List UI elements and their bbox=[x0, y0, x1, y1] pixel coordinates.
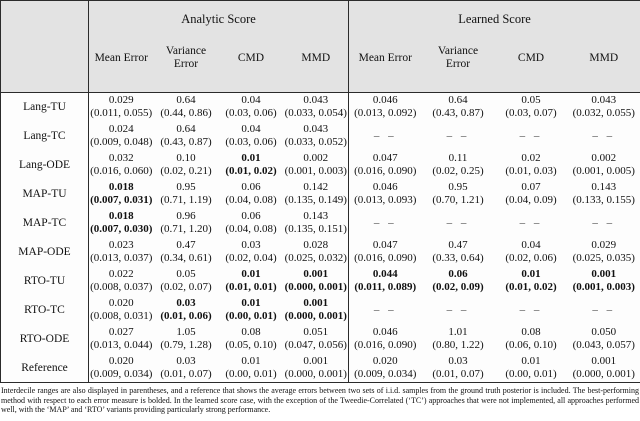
cell-value: 0.043 bbox=[591, 94, 617, 107]
cell-interval: (0.71, 1.19) bbox=[160, 194, 212, 206]
row-label: Lang-TU bbox=[1, 93, 89, 122]
table-body bbox=[1, 93, 640, 383]
cell-value: 0.018 bbox=[108, 210, 134, 222]
value-cell bbox=[154, 325, 219, 354]
table-caption: Interdecile ranges are also displayed in parentheses, and a reference that shows the average errors between two sets of i.i.d. samples from the ground truth posterior is included. The best-performing method with respect to each error measure is bolded. In the learned score case, with the exception of the Tweedie-Correlated (‘TC’) approaches that were not implemented, all approaches performed well, with the ‘MAP’ and ‘RTO’ variants providing particularly strong performance. bbox=[1, 386, 639, 415]
value-cell bbox=[349, 151, 422, 180]
cell-interval: (0.05, 0.10) bbox=[225, 339, 277, 351]
cell-interval: (0.043, 0.057) bbox=[572, 339, 635, 351]
empty-cell bbox=[495, 296, 568, 325]
not-implemented-dash: – – bbox=[446, 217, 470, 229]
cell-interval: (0.009, 0.034) bbox=[90, 367, 153, 380]
cell-interval: (0.016, 0.090) bbox=[354, 339, 417, 351]
cell-value: 0.001 bbox=[591, 354, 617, 367]
value-cell bbox=[154, 296, 219, 325]
cell-interval: (0.008, 0.031) bbox=[90, 310, 153, 322]
empty-cell bbox=[349, 122, 422, 151]
cell-value: 0.043 bbox=[303, 123, 329, 135]
cell-value: 0.023 bbox=[108, 239, 134, 251]
value-cell bbox=[219, 151, 284, 180]
value-cell bbox=[284, 296, 349, 325]
empty-cell bbox=[568, 122, 640, 151]
cell-value: 0.018 bbox=[108, 181, 134, 193]
cell-value: 0.05 bbox=[521, 94, 541, 107]
cell-interval: (0.00, 0.01) bbox=[225, 310, 277, 322]
cell-value: 0.07 bbox=[521, 181, 541, 193]
cell-value: 0.08 bbox=[241, 326, 261, 338]
cell-interval: (0.04, 0.08) bbox=[225, 223, 277, 235]
cell-value: 0.10 bbox=[176, 152, 196, 164]
row-label: RTO-TC bbox=[1, 296, 89, 325]
cell-interval: (0.000, 0.001) bbox=[572, 367, 635, 380]
cell-value: 0.96 bbox=[176, 210, 196, 222]
column-group-analytic: Analytic Score bbox=[89, 1, 349, 33]
empty-cell bbox=[422, 122, 495, 151]
cell-value: 0.04 bbox=[241, 123, 261, 135]
cell-interval: (0.007, 0.031) bbox=[90, 194, 153, 206]
value-cell bbox=[154, 267, 219, 296]
cell-interval: (0.007, 0.030) bbox=[90, 223, 153, 235]
cell-value: 0.142 bbox=[303, 181, 329, 193]
not-implemented-dash: – – bbox=[373, 130, 397, 142]
row-label: Lang-TC bbox=[1, 122, 89, 151]
corner-cell-lower bbox=[1, 33, 89, 93]
empty-cell bbox=[422, 209, 495, 238]
cell-interval: (0.016, 0.090) bbox=[354, 252, 417, 264]
value-cell bbox=[219, 93, 284, 122]
column-group-learned: Learned Score bbox=[349, 1, 640, 33]
value-cell bbox=[219, 325, 284, 354]
cell-value: 0.06 bbox=[241, 210, 261, 222]
col-analytic-variance-error: Variance Error bbox=[154, 33, 219, 93]
cell-value: 0.050 bbox=[591, 326, 617, 338]
cell-interval: (0.00, 0.01) bbox=[225, 367, 277, 380]
value-cell bbox=[422, 267, 495, 296]
col-learned-mean-error: Mean Error bbox=[349, 33, 422, 93]
cell-value: 0.002 bbox=[303, 152, 329, 164]
value-cell bbox=[422, 354, 495, 383]
value-cell bbox=[495, 238, 568, 267]
value-cell bbox=[349, 267, 422, 296]
empty-cell bbox=[422, 296, 495, 325]
cell-value: 0.032 bbox=[108, 152, 134, 164]
cell-value: 0.020 bbox=[108, 297, 134, 309]
cell-interval: (0.71, 1.20) bbox=[160, 223, 212, 235]
cell-value: 0.047 bbox=[372, 152, 398, 164]
value-cell bbox=[284, 180, 349, 209]
cell-interval: (0.032, 0.055) bbox=[572, 107, 635, 120]
cell-value: 0.64 bbox=[448, 94, 468, 107]
cell-interval: (0.00, 0.01) bbox=[505, 367, 557, 380]
value-cell bbox=[89, 93, 154, 122]
cell-value: 0.03 bbox=[241, 239, 261, 251]
row-label: MAP-TC bbox=[1, 209, 89, 238]
cell-value: 0.047 bbox=[372, 239, 398, 251]
value-cell bbox=[349, 354, 422, 383]
value-cell bbox=[219, 180, 284, 209]
cell-interval: (0.000, 0.001) bbox=[284, 367, 347, 380]
column-header-row bbox=[1, 33, 640, 93]
value-cell bbox=[154, 238, 219, 267]
cell-interval: (0.009, 0.034) bbox=[354, 367, 417, 380]
cell-value: 0.027 bbox=[108, 326, 134, 338]
cell-value: 0.64 bbox=[176, 94, 196, 107]
value-cell bbox=[284, 325, 349, 354]
cell-value: 0.06 bbox=[448, 268, 468, 280]
row-label: MAP-ODE bbox=[1, 238, 89, 267]
value-cell bbox=[284, 122, 349, 151]
table-row bbox=[1, 151, 640, 180]
cell-value: 0.08 bbox=[521, 326, 541, 338]
value-cell bbox=[495, 354, 568, 383]
cell-value: 0.01 bbox=[241, 297, 261, 309]
empty-cell bbox=[349, 296, 422, 325]
not-implemented-dash: – – bbox=[373, 217, 397, 229]
value-cell bbox=[89, 354, 154, 383]
not-implemented-dash: – – bbox=[446, 304, 470, 316]
cell-value: 0.029 bbox=[108, 94, 134, 107]
value-cell bbox=[349, 238, 422, 267]
group-header-row bbox=[1, 1, 640, 33]
cell-value: 0.01 bbox=[241, 152, 261, 164]
row-label: Lang-ODE bbox=[1, 151, 89, 180]
cell-value: 0.051 bbox=[303, 326, 329, 338]
cell-interval: (0.43, 0.87) bbox=[432, 107, 484, 120]
value-cell bbox=[284, 267, 349, 296]
cell-value: 0.029 bbox=[591, 239, 617, 251]
cell-value: 0.05 bbox=[176, 268, 196, 280]
value-cell bbox=[154, 93, 219, 122]
value-cell bbox=[495, 93, 568, 122]
value-cell bbox=[568, 151, 640, 180]
cell-value: 0.04 bbox=[521, 239, 541, 251]
cell-interval: (0.135, 0.151) bbox=[284, 223, 347, 235]
cell-value: 0.022 bbox=[108, 268, 134, 280]
value-cell bbox=[219, 296, 284, 325]
value-cell bbox=[349, 325, 422, 354]
cell-value: 0.001 bbox=[303, 297, 329, 309]
table-row bbox=[1, 180, 640, 209]
cell-value: 0.043 bbox=[303, 94, 329, 107]
value-cell bbox=[154, 354, 219, 383]
cell-value: 0.143 bbox=[303, 210, 329, 222]
col-analytic-cmd: CMD bbox=[219, 33, 284, 93]
cell-interval: (0.000, 0.001) bbox=[284, 281, 347, 293]
table-row bbox=[1, 354, 640, 383]
value-cell bbox=[349, 93, 422, 122]
row-label: RTO-TU bbox=[1, 267, 89, 296]
value-cell bbox=[219, 238, 284, 267]
col-analytic-mmd: MMD bbox=[284, 33, 349, 93]
value-cell bbox=[422, 238, 495, 267]
table-row bbox=[1, 122, 640, 151]
value-cell bbox=[568, 238, 640, 267]
cell-value: 0.01 bbox=[241, 268, 261, 280]
row-label: MAP-TU bbox=[1, 180, 89, 209]
cell-interval: (0.04, 0.09) bbox=[505, 194, 557, 206]
cell-interval: (0.01, 0.02) bbox=[505, 281, 557, 293]
cell-interval: (0.01, 0.07) bbox=[160, 367, 212, 380]
cell-interval: (0.000, 0.001) bbox=[284, 310, 347, 322]
cell-value: 0.002 bbox=[591, 152, 617, 164]
cell-interval: (0.01, 0.03) bbox=[505, 165, 557, 177]
value-cell bbox=[89, 122, 154, 151]
cell-interval: (0.013, 0.092) bbox=[354, 107, 417, 120]
value-cell bbox=[284, 93, 349, 122]
cell-interval: (0.033, 0.052) bbox=[284, 136, 347, 148]
cell-interval: (0.011, 0.055) bbox=[90, 107, 153, 120]
table-row bbox=[1, 267, 640, 296]
not-implemented-dash: – – bbox=[592, 304, 616, 316]
value-cell bbox=[495, 267, 568, 296]
cell-interval: (0.79, 1.28) bbox=[160, 339, 212, 351]
value-cell bbox=[154, 180, 219, 209]
value-cell bbox=[568, 325, 640, 354]
empty-cell bbox=[495, 209, 568, 238]
cell-interval: (0.001, 0.003) bbox=[284, 165, 347, 177]
cell-interval: (0.02, 0.07) bbox=[160, 281, 212, 293]
cell-interval: (0.01, 0.06) bbox=[160, 310, 212, 322]
cell-interval: (0.013, 0.093) bbox=[354, 194, 417, 206]
cell-interval: (0.44, 0.86) bbox=[160, 107, 212, 120]
value-cell bbox=[495, 180, 568, 209]
cell-interval: (0.43, 0.87) bbox=[160, 136, 212, 148]
corner-cell bbox=[1, 1, 89, 33]
cell-value: 0.01 bbox=[241, 354, 261, 367]
value-cell bbox=[154, 151, 219, 180]
cell-interval: (0.009, 0.048) bbox=[90, 136, 153, 148]
table-row bbox=[1, 93, 640, 122]
cell-interval: (0.70, 1.21) bbox=[432, 194, 484, 206]
value-cell bbox=[349, 180, 422, 209]
cell-interval: (0.01, 0.02) bbox=[225, 165, 277, 177]
cell-value: 0.020 bbox=[372, 354, 398, 367]
value-cell bbox=[89, 151, 154, 180]
value-cell bbox=[219, 209, 284, 238]
cell-value: 0.03 bbox=[448, 354, 468, 367]
cell-value: 0.044 bbox=[372, 268, 398, 280]
cell-value: 0.47 bbox=[176, 239, 196, 251]
not-implemented-dash: – – bbox=[592, 217, 616, 229]
cell-value: 0.001 bbox=[303, 354, 329, 367]
value-cell bbox=[568, 180, 640, 209]
value-cell bbox=[568, 93, 640, 122]
cell-interval: (0.33, 0.64) bbox=[432, 252, 484, 264]
cell-interval: (0.047, 0.056) bbox=[284, 339, 347, 351]
cell-value: 0.046 bbox=[372, 326, 398, 338]
empty-cell bbox=[568, 296, 640, 325]
cell-value: 1.05 bbox=[176, 326, 196, 338]
cell-interval: (0.01, 0.07) bbox=[432, 367, 484, 380]
cell-interval: (0.025, 0.032) bbox=[284, 252, 347, 264]
cell-interval: (0.80, 1.22) bbox=[432, 339, 484, 351]
cell-interval: (0.011, 0.089) bbox=[354, 281, 417, 293]
cell-value: 0.03 bbox=[176, 354, 196, 367]
col-learned-variance-error: Variance Error bbox=[422, 33, 495, 93]
cell-value: 0.04 bbox=[241, 94, 261, 107]
cell-interval: (0.016, 0.060) bbox=[90, 165, 153, 177]
empty-cell bbox=[495, 122, 568, 151]
cell-value: 0.01 bbox=[521, 354, 541, 367]
empty-cell bbox=[349, 209, 422, 238]
col-learned-mmd: MMD bbox=[568, 33, 640, 93]
value-cell bbox=[154, 209, 219, 238]
col-learned-cmd: CMD bbox=[495, 33, 568, 93]
value-cell bbox=[422, 180, 495, 209]
value-cell bbox=[284, 238, 349, 267]
cell-value: 0.11 bbox=[448, 152, 468, 164]
cell-interval: (0.02, 0.25) bbox=[432, 165, 484, 177]
cell-value: 0.001 bbox=[591, 268, 617, 280]
row-label: RTO-ODE bbox=[1, 325, 89, 354]
cell-interval: (0.01, 0.01) bbox=[225, 281, 277, 293]
cell-interval: (0.013, 0.037) bbox=[90, 252, 153, 264]
cell-interval: (0.133, 0.155) bbox=[572, 194, 635, 206]
cell-interval: (0.02, 0.21) bbox=[160, 165, 212, 177]
cell-interval: (0.04, 0.08) bbox=[225, 194, 277, 206]
cell-interval: (0.06, 0.10) bbox=[505, 339, 557, 351]
cell-interval: (0.013, 0.044) bbox=[90, 339, 153, 351]
value-cell bbox=[154, 122, 219, 151]
cell-interval: (0.001, 0.003) bbox=[572, 281, 635, 293]
value-cell bbox=[89, 296, 154, 325]
cell-interval: (0.025, 0.035) bbox=[572, 252, 635, 264]
cell-value: 0.95 bbox=[176, 181, 196, 193]
value-cell bbox=[219, 267, 284, 296]
cell-interval: (0.016, 0.090) bbox=[354, 165, 417, 177]
table-row bbox=[1, 238, 640, 267]
value-cell bbox=[422, 325, 495, 354]
value-cell bbox=[495, 325, 568, 354]
value-cell bbox=[568, 354, 640, 383]
cell-interval: (0.02, 0.06) bbox=[505, 252, 557, 264]
value-cell bbox=[284, 209, 349, 238]
cell-value: 0.02 bbox=[521, 152, 541, 164]
cell-interval: (0.008, 0.037) bbox=[90, 281, 153, 293]
table-header bbox=[1, 1, 640, 93]
cell-interval: (0.02, 0.04) bbox=[225, 252, 277, 264]
cell-interval: (0.135, 0.149) bbox=[284, 194, 347, 206]
cell-interval: (0.02, 0.09) bbox=[432, 281, 484, 293]
value-cell bbox=[89, 209, 154, 238]
value-cell bbox=[219, 354, 284, 383]
cell-value: 1.01 bbox=[448, 326, 468, 338]
value-cell bbox=[568, 267, 640, 296]
cell-value: 0.001 bbox=[303, 268, 329, 280]
empty-cell bbox=[568, 209, 640, 238]
not-implemented-dash: – – bbox=[519, 130, 543, 142]
cell-value: 0.47 bbox=[448, 239, 468, 251]
cell-interval: (0.03, 0.06) bbox=[225, 107, 277, 120]
cell-interval: (0.34, 0.61) bbox=[160, 252, 212, 264]
value-cell bbox=[495, 151, 568, 180]
value-cell bbox=[89, 180, 154, 209]
cell-value: 0.028 bbox=[303, 239, 329, 251]
not-implemented-dash: – – bbox=[519, 304, 543, 316]
value-cell bbox=[284, 151, 349, 180]
cell-value: 0.03 bbox=[176, 297, 196, 309]
table-row bbox=[1, 209, 640, 238]
cell-value: 0.020 bbox=[108, 354, 134, 367]
cell-value: 0.024 bbox=[108, 123, 134, 135]
cell-value: 0.06 bbox=[241, 181, 261, 193]
value-cell bbox=[284, 354, 349, 383]
cell-interval: (0.033, 0.054) bbox=[284, 107, 347, 120]
table-row bbox=[1, 296, 640, 325]
col-analytic-mean-error: Mean Error bbox=[89, 33, 154, 93]
value-cell bbox=[422, 151, 495, 180]
value-cell bbox=[219, 122, 284, 151]
cell-value: 0.95 bbox=[448, 181, 468, 193]
cell-interval: (0.001, 0.005) bbox=[572, 165, 635, 177]
table-row bbox=[1, 325, 640, 354]
value-cell bbox=[89, 267, 154, 296]
cell-value: 0.046 bbox=[372, 94, 398, 107]
value-cell bbox=[89, 325, 154, 354]
not-implemented-dash: – – bbox=[446, 130, 470, 142]
value-cell bbox=[422, 93, 495, 122]
not-implemented-dash: – – bbox=[373, 304, 397, 316]
cell-value: 0.64 bbox=[176, 123, 196, 135]
not-implemented-dash: – – bbox=[592, 130, 616, 142]
cell-value: 0.046 bbox=[372, 181, 398, 193]
cell-value: 0.01 bbox=[521, 268, 541, 280]
not-implemented-dash: – – bbox=[519, 217, 543, 229]
row-label: Reference bbox=[1, 354, 89, 383]
cell-interval: (0.03, 0.06) bbox=[225, 136, 277, 148]
value-cell bbox=[89, 238, 154, 267]
cell-value: 0.143 bbox=[591, 181, 617, 193]
cell-interval: (0.03, 0.07) bbox=[505, 107, 557, 120]
